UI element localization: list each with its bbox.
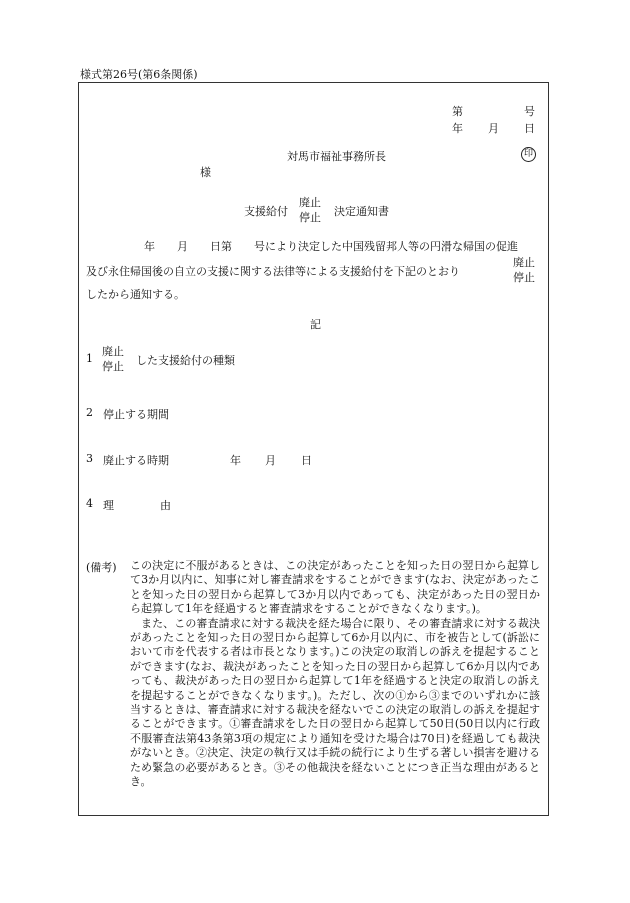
item-2-text: 停止する期間 [103,408,169,421]
title-prefix: 支援給付 [244,205,288,218]
body-option-abolish: 廃止 [513,256,535,269]
item-1-option-suspend: 停止 [102,360,124,373]
item-1-number: 1 [86,352,93,365]
title-option-suspend: 停止 [299,211,321,224]
notes-text [130,559,540,790]
item-3-year: 年 [230,454,241,467]
date-year: 年 [452,122,463,135]
addressee-suffix: 様 [200,166,211,179]
form-label: 様式第26号(第6条関係) [80,68,198,81]
notes-label: (備考) [86,561,117,574]
ki-heading: 記 [310,318,321,331]
item-1-text: した支援給付の種類 [136,354,235,367]
item-3-number: 3 [86,452,93,465]
number-suffix: 号 [524,105,535,118]
notes-paragraph-2: また、この審査請求に対する裁決を経た場合に限り、その審査請求に対する裁決があったことを知った日の翌日から起算して6か月以内に、市を被告として(訴訟において市を代表する者は市長となります。)この決定の取消しの訴えを提起することができます(なお、裁決があったことを知った日の翌日から起算して6か月以内であっても、裁決があった日の翌日から起算して1年を経過すると決定の取消しの訴えを提起することができなくなります。)。ただし、次の①から③までのいずれかに該当するときは、審査請求に対する裁決を経ないでこの決定の取消しの訴えを提起することができます。①審査請求をした日の翌日から起算して50日(50日以内に行政不服審査法第43条第3項の規定により通知を受けた場合は70日)を経過しても裁決がないとき。②決定、決定の執行又は手続の続行により生ずる著しい損害を避けるため緊急の必要があるとき。③その他裁決を経ないことにつき正当な理由があるとき。 [130,616,540,789]
item-4-char-1: 理 [103,499,114,512]
body-option-suspend: 停止 [513,271,535,284]
item-4-char-2: 由 [160,499,171,512]
item-4-number: 4 [86,497,93,510]
body-line-2: 及び永住帰国後の自立の支援に関する法律等による支援給付を下記のとおり [86,265,460,278]
item-3-day: 日 [301,454,312,467]
body-line-3: したから通知する。 [86,288,185,301]
body-options [513,255,535,285]
title-option-abolish: 廃止 [299,196,321,209]
item-1-option-abolish: 廃止 [102,345,124,358]
body-line-1: 年 月 日第 号により決定した中国残留邦人等の円滑な帰国の促進 [144,240,518,253]
title-options [299,195,321,225]
item-1-options [102,344,124,374]
date-day: 日 [524,122,535,135]
item-2-number: 2 [86,406,93,419]
number-prefix: 第 [452,105,463,118]
title-suffix: 決定通知書 [334,205,389,218]
notes-paragraph-1: この決定に不服があるときは、この決定があったことを知った日の翌日から起算して3か月以内に、知事に対し審査請求をすることができます(なお、決定があったことを知った日の翌日から起算して3か月以内であっても、決定があった日の翌日から起算して1年を経過すると審査請求をすることができなくなります。)。 [130,559,540,616]
item-3-text: 廃止する時期 [103,454,169,467]
issuer-name: 対馬市福祉事務所長 [287,150,386,163]
seal-icon: 印 [521,147,536,162]
item-3-month: 月 [265,454,276,467]
date-month: 月 [488,122,499,135]
